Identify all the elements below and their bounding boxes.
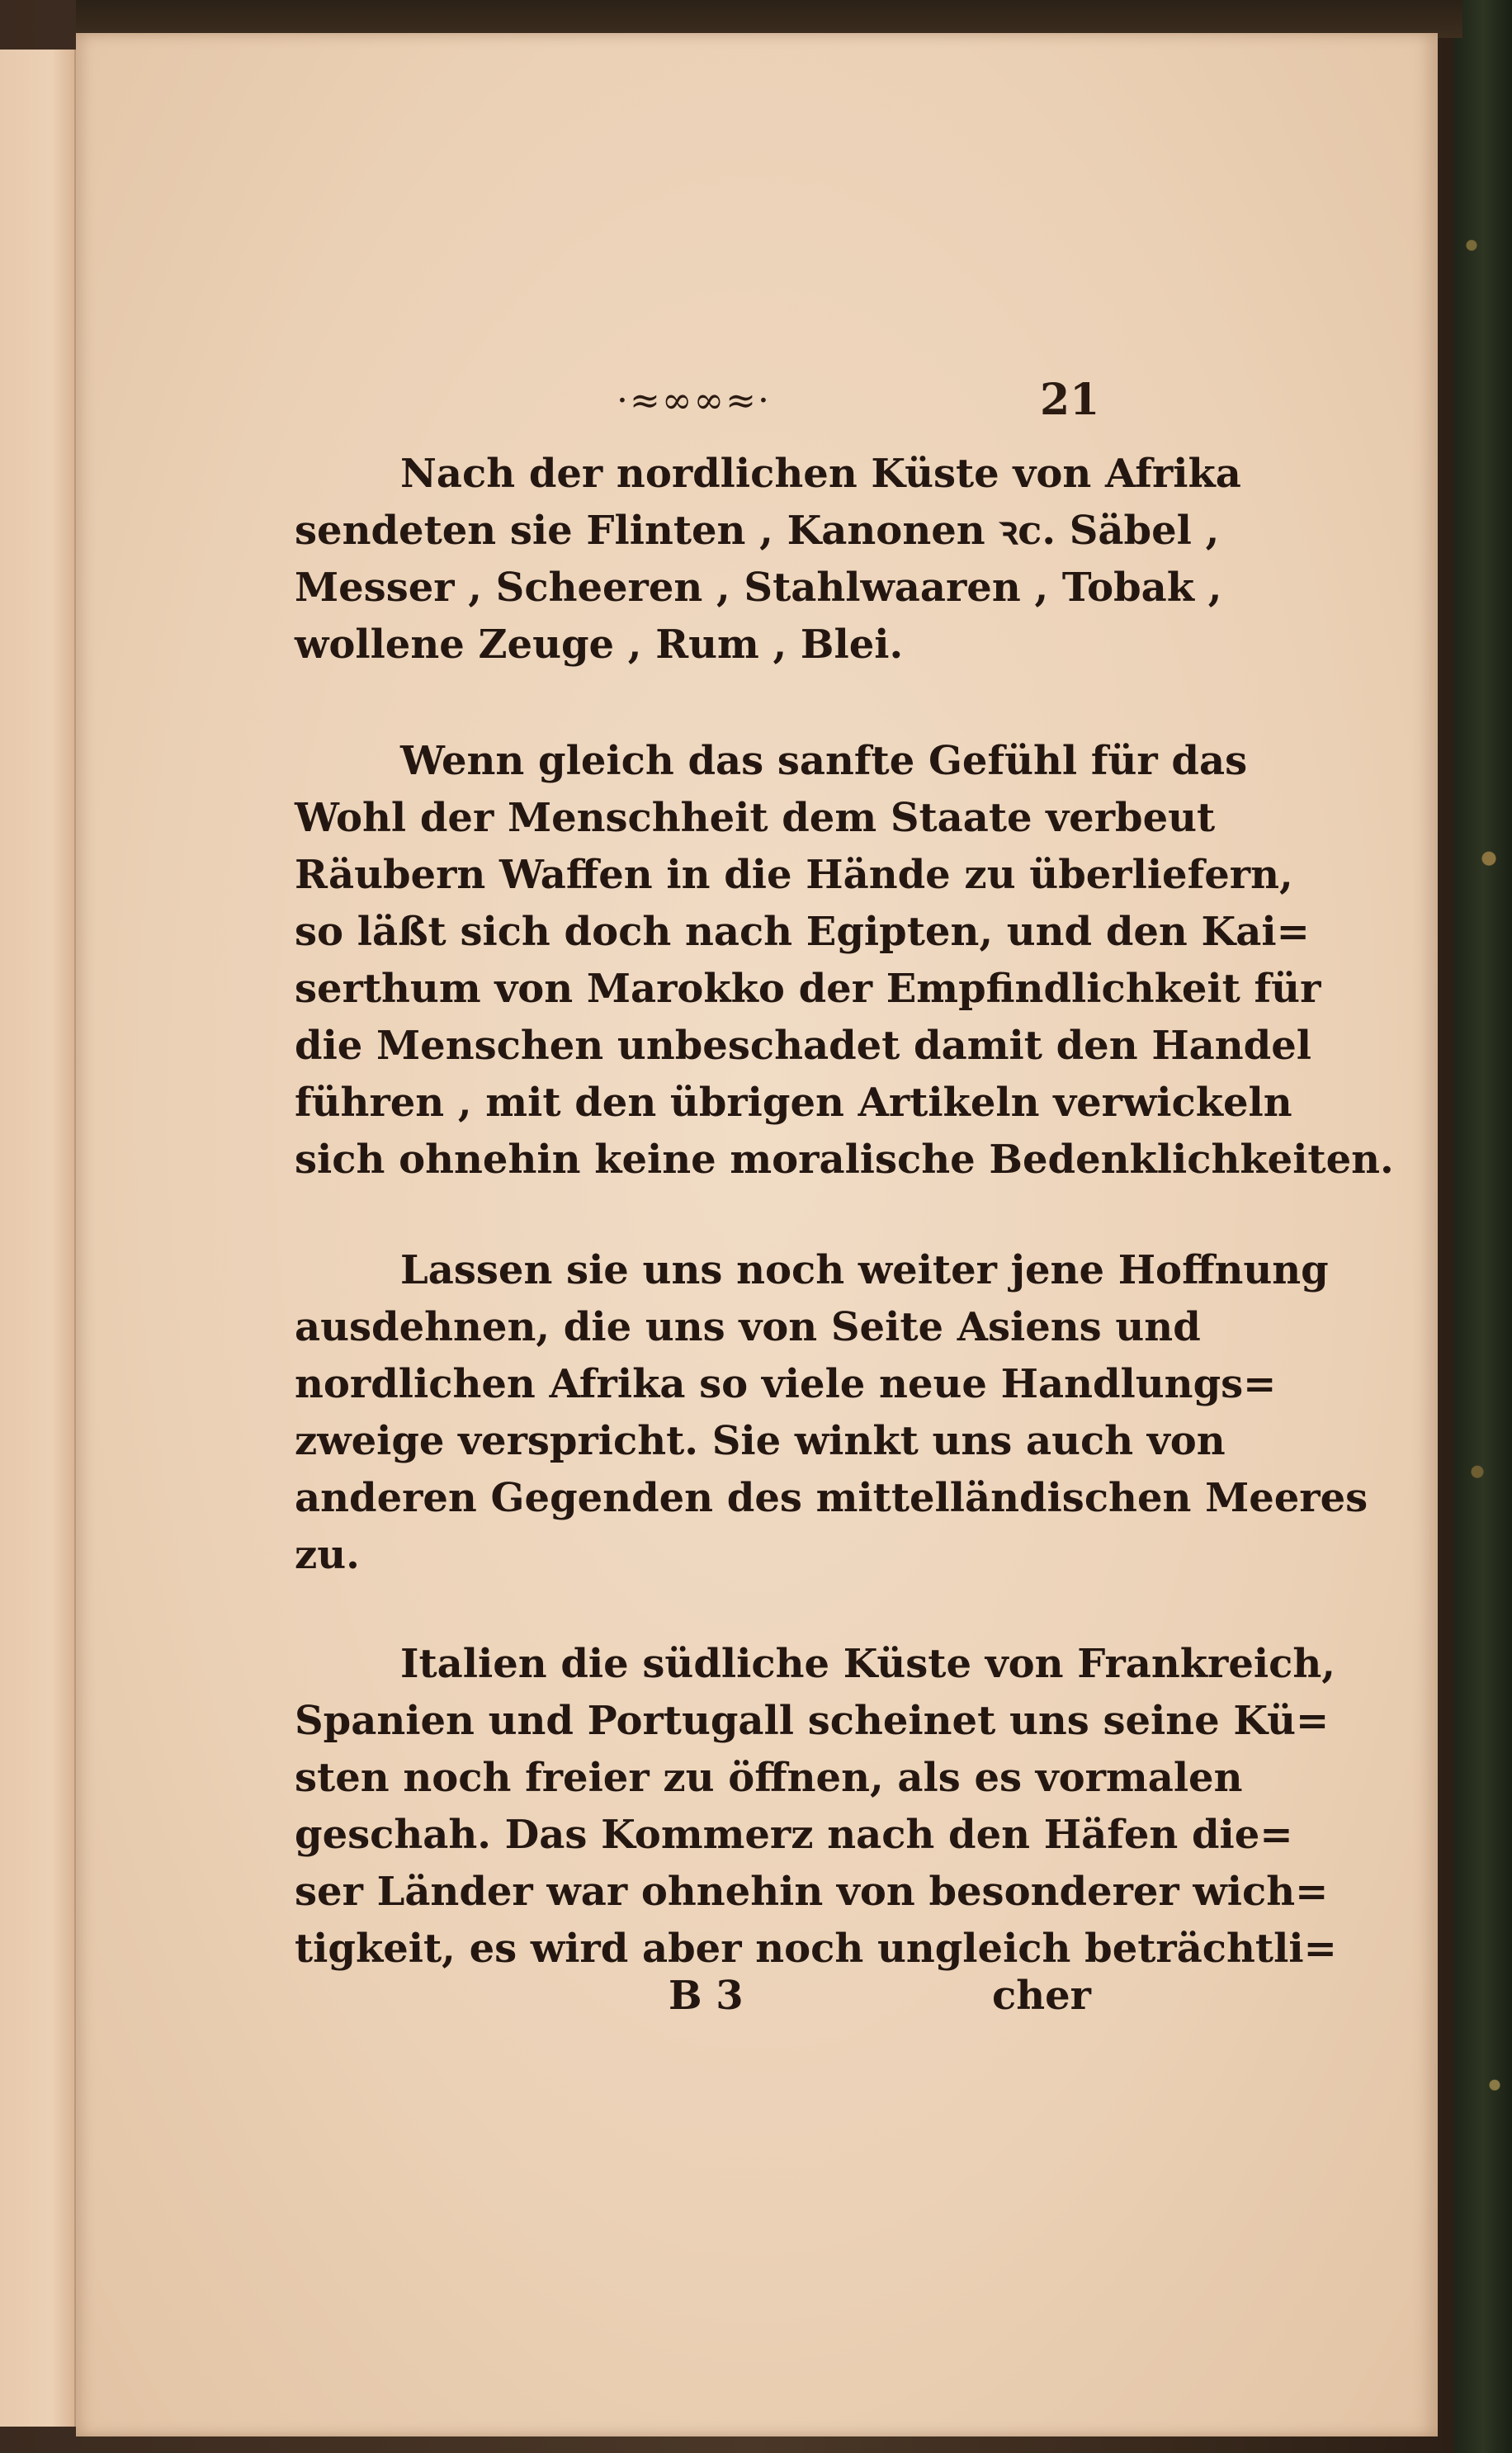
facing-page-edge	[0, 50, 76, 2427]
text-line: geschah. Das Kommerz nach den Häfen die=	[295, 1812, 1293, 1858]
text-line: ausdehnen, die uns von Seite Asiens und	[295, 1304, 1201, 1350]
text-line: zweige verspricht. Sie winkt uns auch von	[295, 1418, 1226, 1464]
text-line: sten noch freier zu öffnen, als es vormalen	[295, 1755, 1243, 1801]
text-line: sendeten sie Flinten , Kanonen ꝛc. Säbel ,	[295, 508, 1220, 554]
page-number: 21	[1040, 375, 1100, 425]
text-line: zu.	[295, 1532, 360, 1578]
text-line: Italien die südliche Küste von Frankreich,	[400, 1641, 1335, 1687]
paragraph-3	[295, 1242, 1368, 1584]
text-line: nordlichen Afrika so viele neue Handlungs=	[295, 1361, 1277, 1407]
text-line: Räubern Waffen in die Hände zu überliefern,	[295, 852, 1293, 898]
marbled-edge	[1454, 0, 1512, 2453]
text-line: tigkeit, es wird aber noch ungleich beträchtli=	[295, 1926, 1337, 1972]
text-line: so läßt sich doch nach Egipten, und den Kai=	[295, 909, 1310, 955]
text-line: Lassen sie uns noch weiter jene Hoffnung	[400, 1247, 1329, 1293]
text-line: ser Länder war ohnehin von besonderer wich=	[295, 1869, 1329, 1915]
paragraph-4	[295, 1636, 1337, 1978]
signature-mark: B 3	[669, 1973, 744, 2019]
text-line: Spanien und Portugall scheinet uns seine Kü=	[295, 1698, 1330, 1744]
header-ornament: ·≈∞∞≈·	[617, 380, 772, 422]
catchword: cher	[992, 1973, 1091, 2019]
text-line: anderen Gegenden des mittelländischen Meeres	[295, 1475, 1368, 1521]
text-line: Wenn gleich das sanfte Gefühl für das	[400, 738, 1248, 784]
text-line: serthum von Marokko der Empfindlichkeit für	[295, 966, 1321, 1012]
text-line: führen , mit den übrigen Artikeln verwickeln	[295, 1080, 1292, 1126]
text-line: Nach der nordlichen Küste von Afrika	[400, 451, 1241, 497]
paragraph-2	[295, 733, 1394, 1189]
paragraph-1	[295, 446, 1241, 674]
text-line: Wohl der Menschheit dem Staate verbeut	[295, 795, 1216, 841]
text-line: wollene Zeuge , Rum , Blei.	[295, 622, 904, 668]
text-line: Messer , Scheeren , Stahlwaaren , Tobak ,	[295, 565, 1222, 611]
book-page	[76, 33, 1438, 2436]
page-footer	[76, 1973, 1438, 2030]
text-line: die Menschen unbeschadet damit den Handel	[295, 1023, 1312, 1069]
running-head	[76, 375, 1438, 429]
text-line: sich ohnehin keine moralische Bedenklichkeiten.	[295, 1137, 1394, 1183]
